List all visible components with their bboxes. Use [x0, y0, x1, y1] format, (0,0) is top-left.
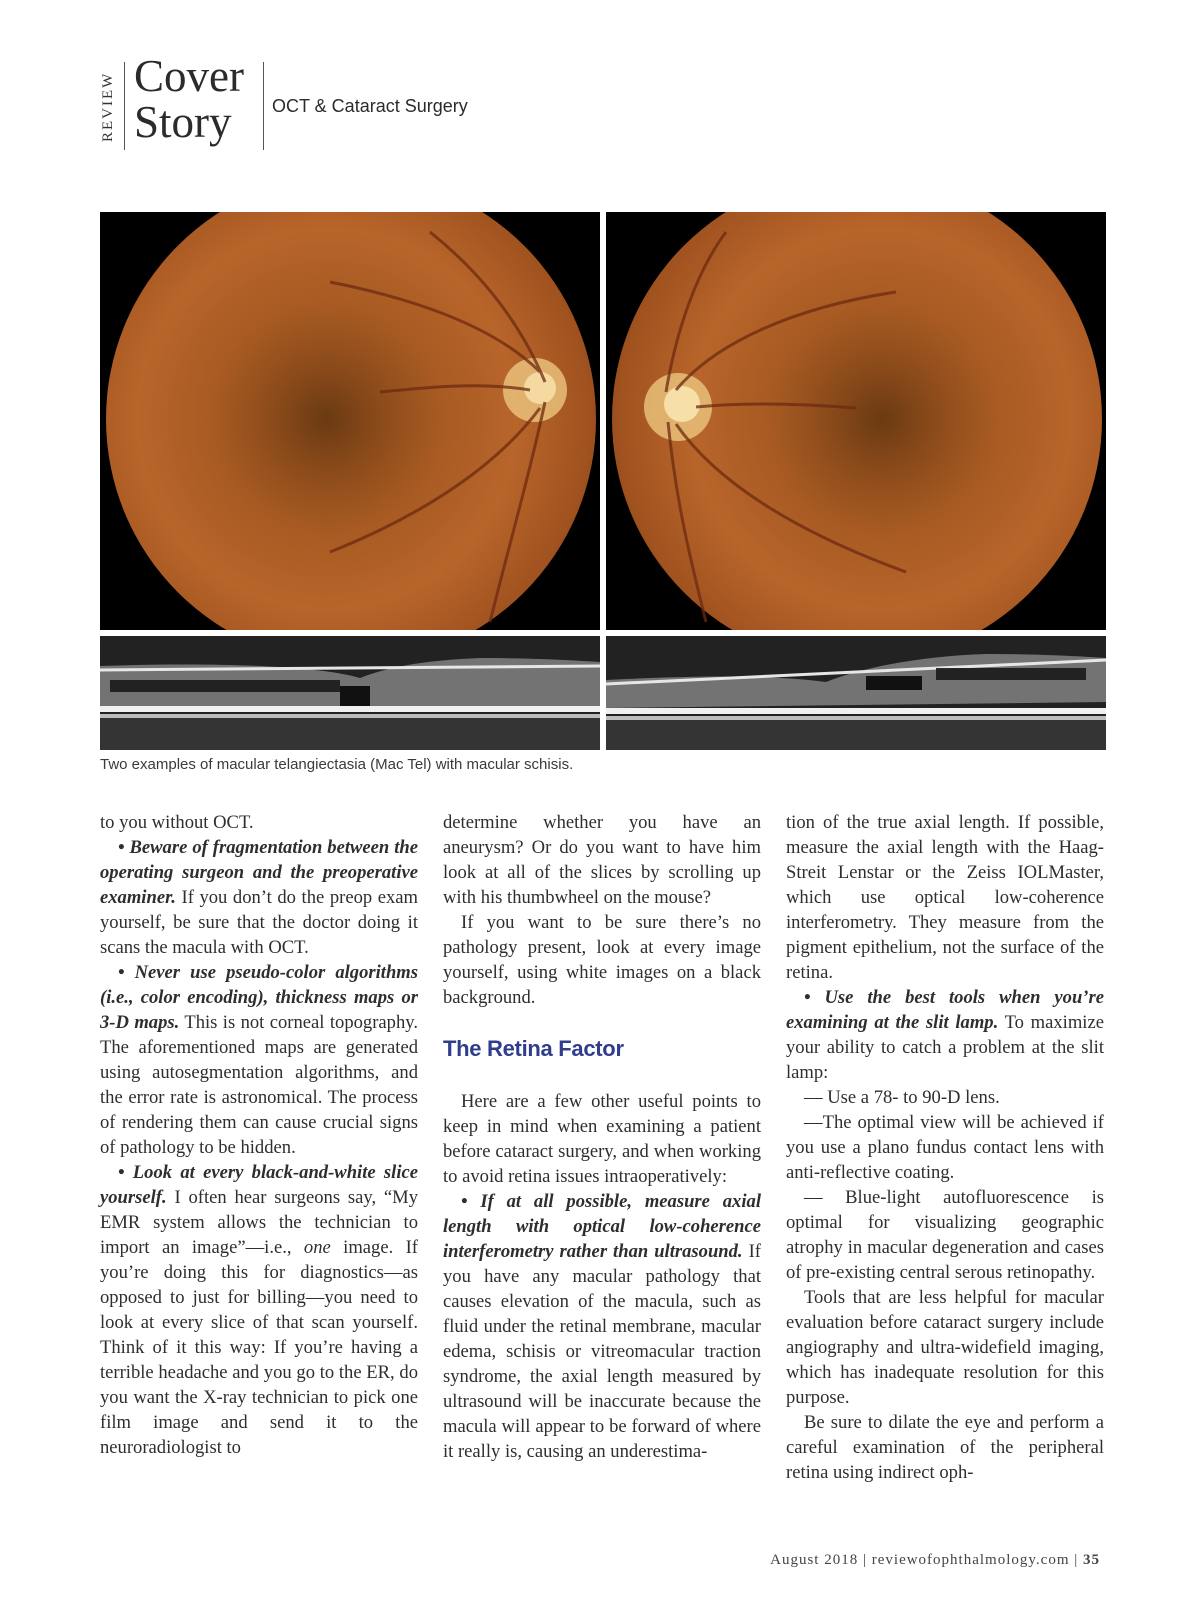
bullet-text: If you don’t do the preop exam yourself, be sure that the doctor doing it scans the macula with OCT.	[100, 887, 418, 958]
footer-separator: |	[862, 1552, 872, 1568]
page-number: 35	[1083, 1552, 1100, 1568]
oct-scan-right	[606, 636, 1106, 750]
paragraph: If you want to be sure there’s no pathology present, look at every image yourself, using white images on a black background.	[443, 912, 761, 1008]
bullet-text: I often hear surgeons say, “My EMR system allows the technician to import an image”—i.e.,	[100, 1187, 418, 1258]
bullet-text: If you have any macular pathology that causes elevation of the macula, such as fluid under the retinal membrane, macular edema, schisis or vitreomacular traction syndrome, the axial length measured by ultrasound will be inaccurate because the macula will appear to be forward of where it really is, causing an underestima-	[443, 1241, 761, 1462]
divider	[124, 62, 125, 150]
bullet-paragraph	[100, 835, 418, 960]
paragraph: Be sure to dilate the eye and perform a careful examination of the peripheral retina using indirect oph-	[786, 1412, 1104, 1483]
divider	[263, 62, 264, 150]
paragraph: to you without OCT.	[100, 812, 254, 833]
paragraph: determine whether you have an aneurysm? Or do you want to have him look at all of the slices by scrolling up with his thumbwheel on the mouse?	[443, 812, 761, 908]
paragraph: tion of the true axial length. If possible, measure the axial length with the Haag-Streit Lenstar or the Zeiss IOLMaster, which use optical low-coherence interferometry. They measure from the pigment epithelium, not the surface of the retina.	[786, 812, 1104, 983]
issue-date: August 2018	[770, 1552, 859, 1568]
bullet-text: This is not corneal topography. The aforementioned maps are generated using autosegmentation algorithms, and the error rate is astronomical. The process of rendering them can cause crucial signs of pathology to be hidden.	[100, 1012, 418, 1158]
section-label: REVIEW	[100, 71, 116, 143]
header-title-line2: Story	[134, 97, 232, 147]
bullet-lead: • Use the best tools when you’re examining at the slit lamp.	[786, 987, 1104, 1033]
bullet-lead: • Look at every black-and-white slice yourself.	[100, 1162, 418, 1208]
bullet-paragraph	[100, 960, 418, 1160]
paragraph: Here are a few other useful points to keep in mind when examining a patient before cataract surgery, and when working to avoid retina issues intraoperatively:	[443, 1091, 761, 1187]
bullet-paragraph	[786, 985, 1104, 1085]
fundus-photo-right	[606, 212, 1106, 630]
text-column-1	[100, 810, 418, 1460]
header-title-line1: Cover	[134, 51, 244, 101]
text-column-2	[443, 810, 761, 1464]
dash-item: — Blue-light autofluorescence is optimal for visualizing geographic atrophy in macular degeneration and cases of pre-existing central serous retinopathy.	[786, 1187, 1104, 1283]
bullet-lead: • If at all possible, measure axial length with optical low-coherence interferometry rather than ultrasound.	[443, 1191, 761, 1262]
header-topic: OCT & Cataract Surgery	[272, 96, 468, 116]
bullet-text: image. If you’re doing this for diagnostics—as opposed to just for billing—you need to look at every slice of that scan yourself. Think of it this way: If you’re having a terrible headache and you go to the ER, do you want the X-ray technician to pick one film image and send it to the neuroradiologist to	[100, 1237, 419, 1458]
fundus-photo-left	[100, 212, 600, 630]
oct-scan-left	[100, 636, 600, 750]
footer-separator: |	[1074, 1552, 1083, 1568]
bullet-paragraph	[100, 1160, 418, 1460]
text-column-3	[786, 810, 1104, 1485]
website-link[interactable]: reviewofophthalmology.com	[871, 1552, 1070, 1568]
bullet-lead: • Never use pseudo-color algorithms (i.e., color encoding), thickness maps or 3-D maps.	[100, 962, 418, 1033]
emphasis: one	[303, 1237, 331, 1258]
section-heading: The Retina Factor	[443, 1036, 624, 1061]
paragraph: Tools that are less helpful for macular evaluation before cataract surgery include angiography and ultra-widefield imaging, which has inadequate resolution for this purpose.	[786, 1287, 1104, 1408]
dash-item: —The optimal view will be achieved if you use a plano fundus contact lens with anti-reflective coating.	[786, 1112, 1104, 1183]
bullet-paragraph	[443, 1189, 761, 1464]
figure-caption: Two examples of macular telangiectasia (Mac Tel) with macular schisis.	[100, 756, 574, 773]
bullet-lead: • Beware of fragmentation between the operating surgeon and the preoperative examiner.	[100, 837, 418, 908]
page-footer	[770, 1552, 1100, 1569]
dash-item: — Use a 78- to 90-D lens.	[804, 1087, 1000, 1108]
bullet-text: To maximize your ability to catch a problem at the slit lamp:	[786, 1012, 1104, 1083]
